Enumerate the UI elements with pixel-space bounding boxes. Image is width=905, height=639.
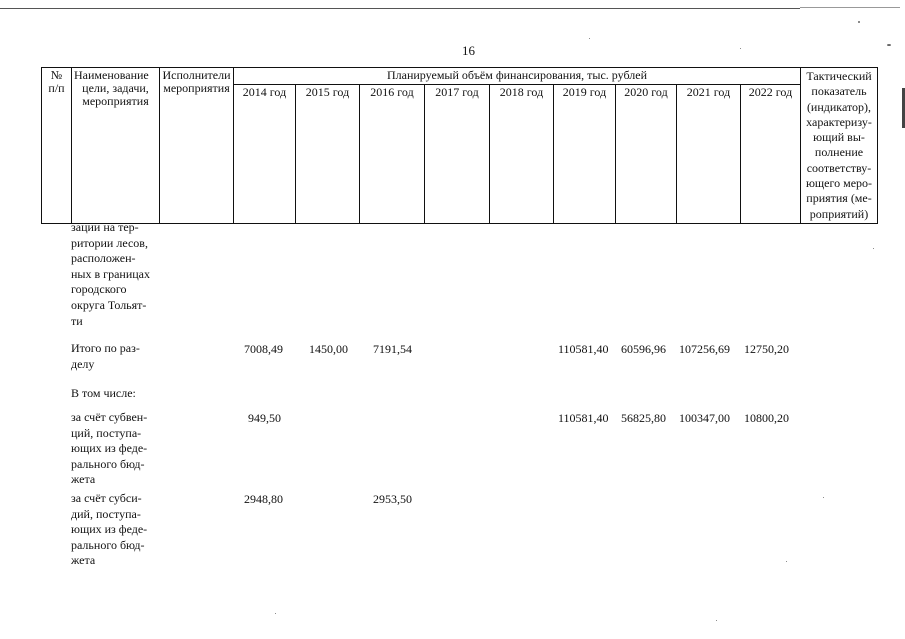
- name-line: ритории лесов,: [71, 235, 148, 250]
- scan-speck: [823, 497, 824, 498]
- name-line: ций, поступа-: [71, 425, 142, 440]
- name-line: делу: [71, 356, 95, 371]
- header-executor-line: Исполнители: [162, 68, 231, 82]
- header-indicator-line: (индикатор),: [806, 99, 872, 114]
- name-line: расположен-: [71, 251, 136, 266]
- header-indicator-line: показатель: [811, 84, 867, 99]
- value-cell: 12750,20: [744, 342, 789, 356]
- header-executor-cell: [160, 68, 234, 224]
- row-including-label: [71, 386, 159, 402]
- name-line: Итого по раз-: [71, 341, 140, 355]
- table-header: [41, 67, 878, 224]
- header-pp-label: п/п: [48, 81, 65, 95]
- row-total-name: [71, 341, 159, 372]
- header-year-2016: 2016 год: [360, 84, 425, 223]
- scan-border-line: [800, 7, 900, 8]
- header-year-2014: 2014 год: [234, 84, 296, 223]
- name-line: жета: [71, 472, 96, 487]
- scan-speck: [589, 38, 590, 39]
- header-name-line: мероприятия: [82, 94, 149, 108]
- value-cell: 60596,96: [621, 342, 666, 356]
- name-line: жета: [71, 553, 96, 568]
- value-cell: 7191,54: [373, 342, 412, 356]
- header-name-cell: [72, 68, 160, 224]
- scan-speck: [740, 48, 741, 49]
- header-indicator-line: приятия (ме-: [806, 191, 872, 206]
- header-year-2022: 2022 год: [741, 84, 801, 223]
- name-line: ющих из феде-: [71, 441, 148, 456]
- scan-speck: [873, 248, 874, 249]
- continuation-name: [71, 220, 159, 329]
- scan-speck: [887, 44, 891, 46]
- page-number: 16: [462, 43, 475, 58]
- header-name-line: Наименование: [74, 68, 149, 82]
- header-indicator-line: характеризу-: [806, 114, 872, 129]
- scan-speck: [786, 561, 787, 562]
- name-line: ных в границах: [71, 266, 150, 281]
- name-line: ти: [71, 313, 83, 328]
- name-line: В том числе:: [71, 386, 136, 400]
- value-cell: 107256,69: [679, 342, 730, 356]
- header-funding-title: Планируемый объём финансирования, тыс. рублей: [234, 68, 801, 85]
- name-line: дий, поступа-: [71, 506, 141, 521]
- scan-speck: [716, 620, 717, 621]
- value-cell: 949,50: [248, 411, 281, 425]
- name-line: зации на тер-: [71, 220, 139, 234]
- name-line: рального бюд-: [71, 456, 145, 471]
- name-line: городского: [71, 282, 127, 297]
- header-executor-line: мероприятия: [163, 81, 230, 95]
- header-year-2018: 2018 год: [490, 84, 554, 223]
- value-cell: 56825,80: [621, 411, 666, 425]
- header-indicator-line: ющий вы-: [813, 130, 865, 145]
- header-indicator-line: полнение: [814, 145, 864, 160]
- header-name-line: цели, задачи,: [82, 81, 149, 95]
- row-subsidies-name: [71, 491, 159, 569]
- header-year-2020: 2020 год: [616, 84, 677, 223]
- header-number-cell: [42, 68, 72, 224]
- header-indicator-line: роприятий): [809, 206, 869, 221]
- header-year-2015: 2015 год: [296, 84, 360, 223]
- value-cell: 1450,00: [309, 342, 348, 356]
- header-no-label: №: [50, 68, 63, 82]
- value-cell: 100347,00: [679, 411, 730, 425]
- value-cell: 10800,20: [744, 411, 789, 425]
- value-cell: 110581,40: [558, 342, 609, 356]
- name-line: округа Тольят-: [71, 297, 147, 312]
- header-year-2021: 2021 год: [677, 84, 741, 223]
- header-indicator-line: Тактический: [806, 69, 872, 83]
- name-line: за счёт субвен-: [71, 410, 148, 424]
- scan-border-line: [0, 8, 800, 9]
- value-cell: 7008,49: [244, 342, 283, 356]
- name-line: за счёт субси-: [71, 491, 142, 505]
- scan-speck: [275, 613, 276, 614]
- header-indicator-line: ющего меро-: [805, 176, 873, 191]
- scan-speck: [858, 21, 860, 23]
- name-line: ющих из феде-: [71, 522, 148, 537]
- value-cell: 2953,50: [373, 492, 412, 506]
- header-year-2019: 2019 год: [554, 84, 616, 223]
- value-cell: 110581,40: [558, 411, 609, 425]
- value-cell: 2948,80: [244, 492, 283, 506]
- header-indicator-line: соответству-: [806, 160, 872, 175]
- header-year-2017: 2017 год: [425, 84, 490, 223]
- row-subventions-name: [71, 410, 159, 488]
- header-indicator-cell: [801, 68, 878, 224]
- name-line: рального бюд-: [71, 537, 145, 552]
